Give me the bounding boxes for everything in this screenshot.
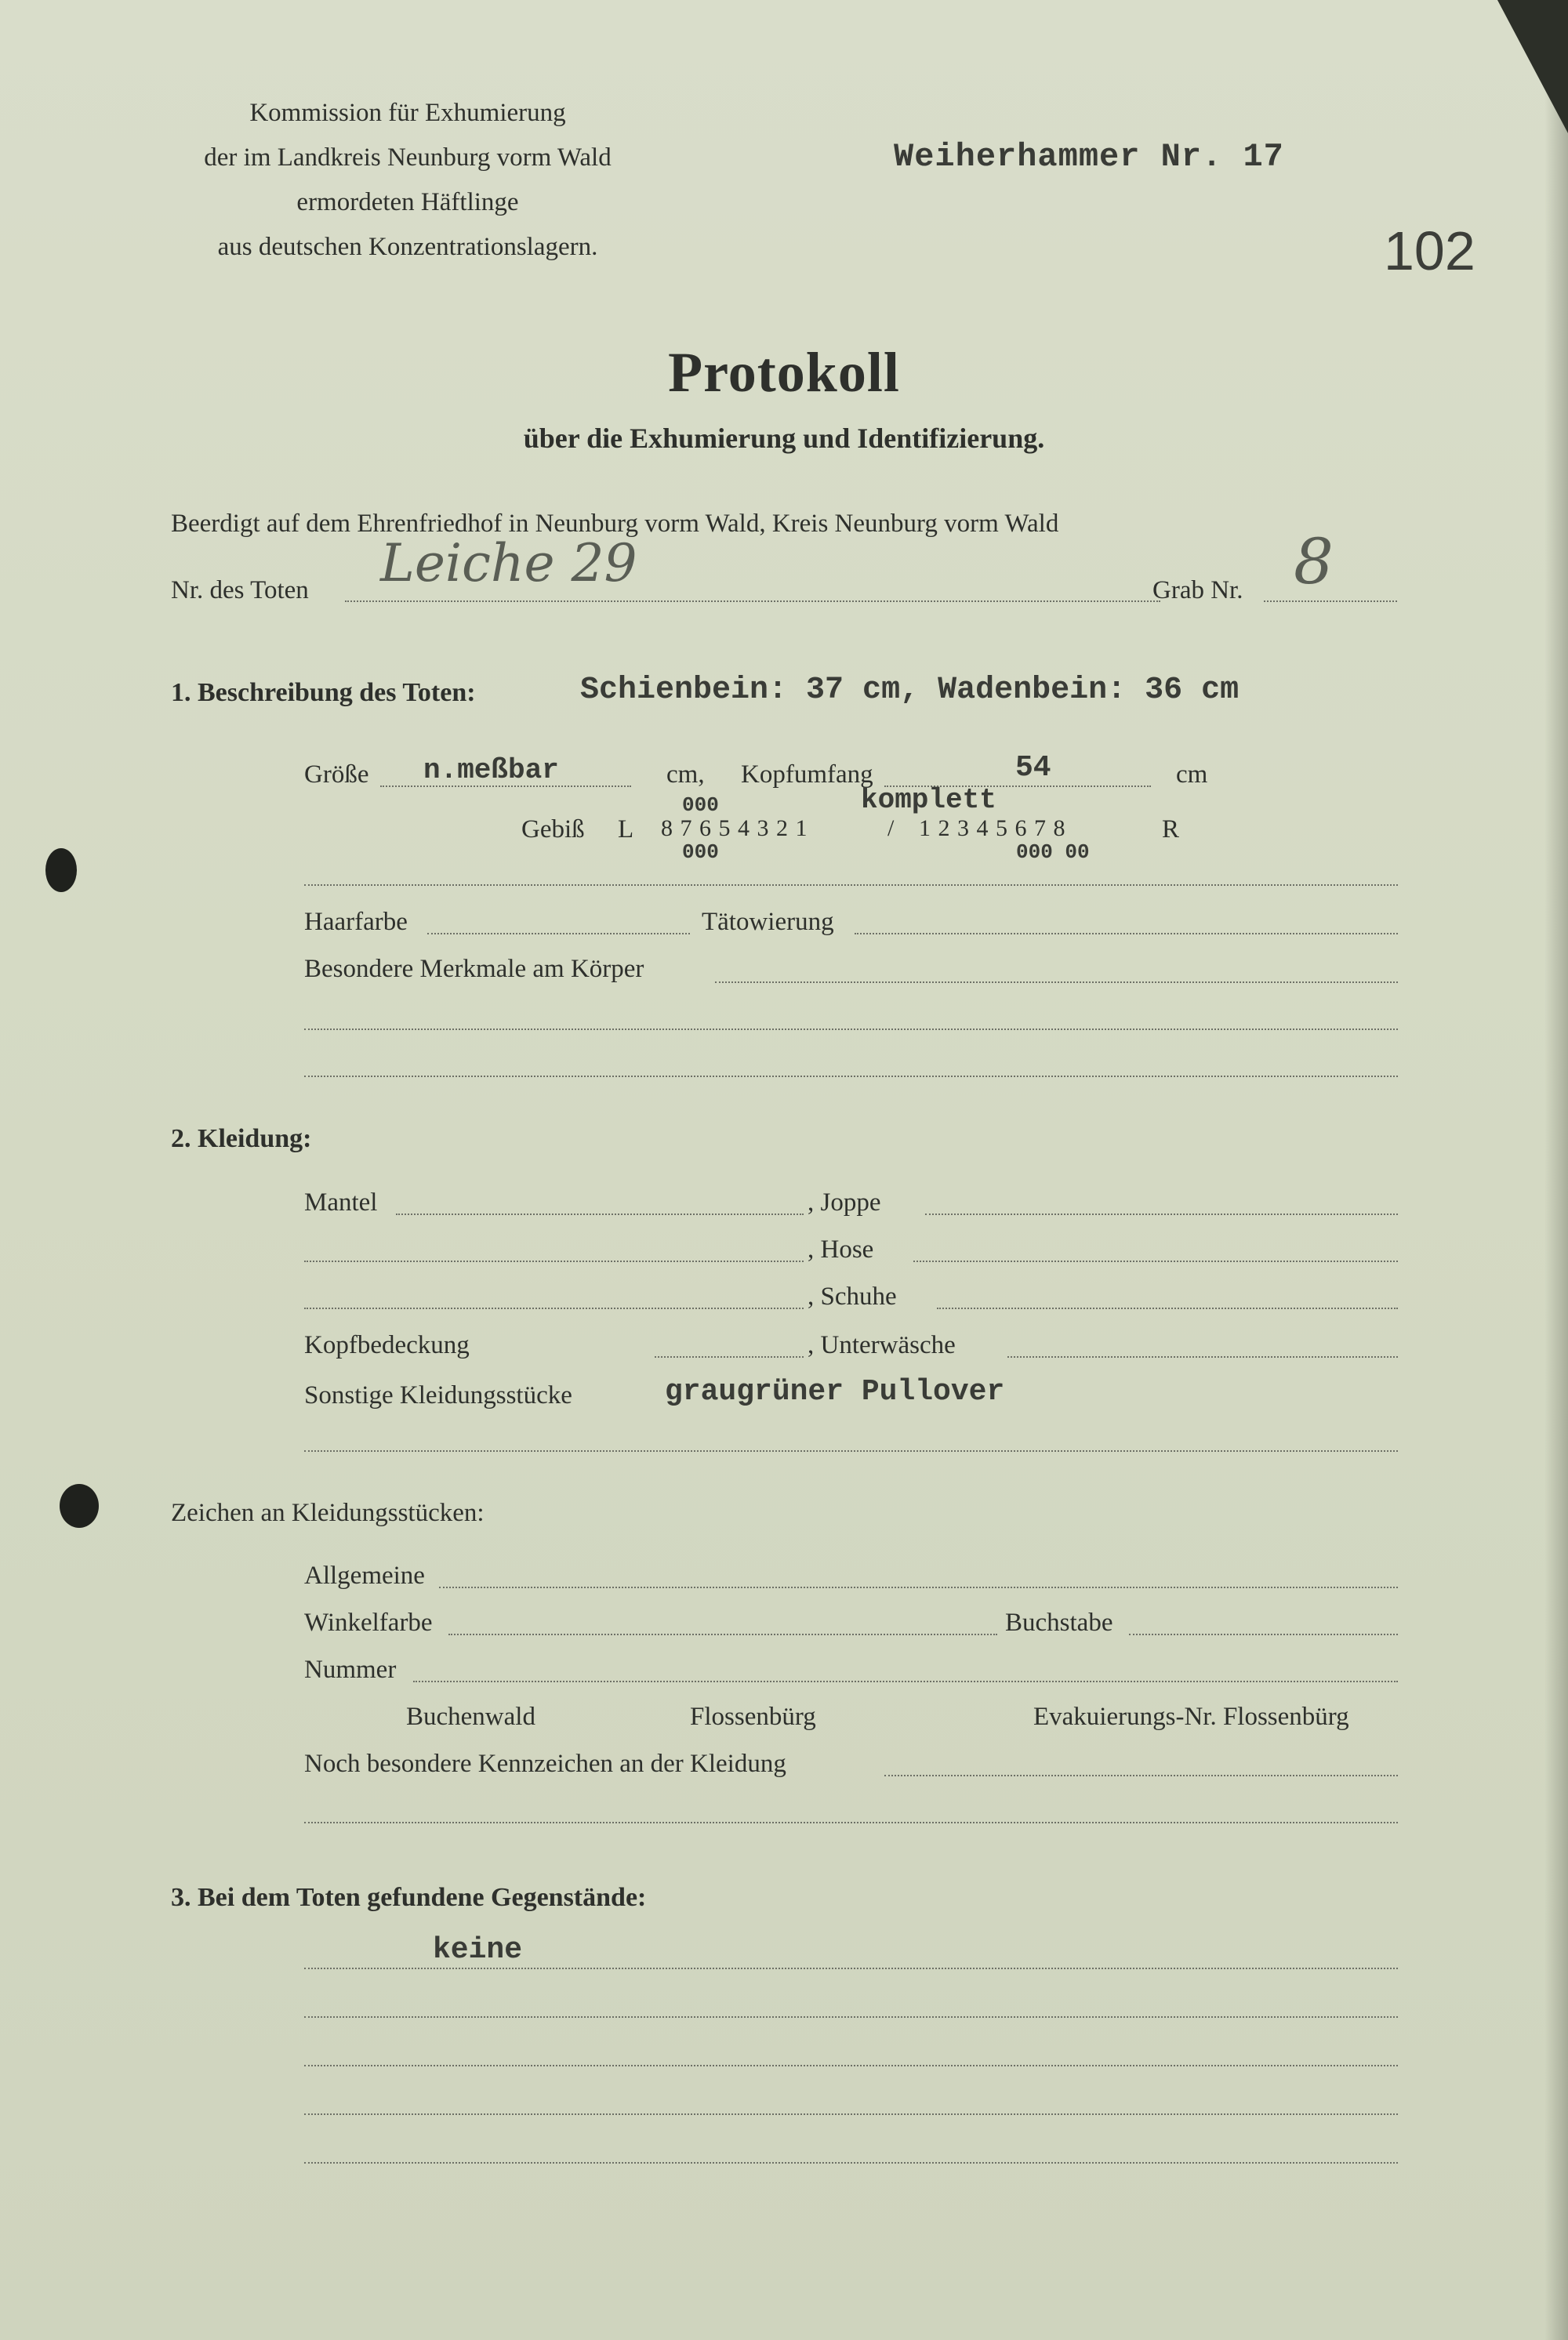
noch-label: Noch besondere Kennzeichen an der Kleidung: [304, 1750, 786, 1778]
gegenstaende-line-5: [304, 2162, 1398, 2164]
allgemeine-label: Allgemeine: [304, 1562, 425, 1590]
zeichen-heading: Zeichen an Kleidungsstücken:: [171, 1499, 485, 1527]
nummer-line: [413, 1681, 1398, 1682]
merkmale-label: Besondere Merkmale am Körper: [304, 955, 644, 983]
commission-line-1: Kommission für Exhumierung: [249, 99, 566, 127]
joppe-label: , Joppe: [808, 1188, 881, 1217]
section-1-heading: 1. Beschreibung des Toten:: [171, 678, 476, 707]
merkmale-line-2: [304, 1029, 1398, 1030]
haarfarbe-line: [427, 933, 690, 934]
commission-line-3: ermordeten Häftlinge: [296, 188, 519, 216]
gebiss-line: [304, 884, 1398, 886]
sonstige-value: graugrüner Pullover: [665, 1375, 1005, 1409]
buchenwald-label: Buchenwald: [406, 1703, 535, 1731]
grab-nr-value: 8: [1294, 525, 1334, 598]
gebiss-r: R: [1162, 815, 1180, 843]
section-2-heading: 2. Kleidung:: [171, 1124, 312, 1153]
winkelfarbe-label: Winkelfarbe: [304, 1609, 433, 1637]
hose-left-line: [304, 1261, 804, 1262]
buchstabe-label: Buchstabe: [1005, 1609, 1113, 1637]
nr-des-toten-line: [345, 600, 1160, 602]
gebiss-teeth-left: 8 7 6 5 4 3 2 1: [661, 815, 808, 841]
cm-label-2: cm: [1176, 760, 1208, 789]
document-title: Protokoll: [668, 341, 900, 404]
schuhe-label: , Schuhe: [808, 1282, 897, 1311]
gebiss-marks-top: 000: [682, 793, 719, 817]
nr-des-toten-label: Nr. des Toten: [171, 576, 309, 604]
document-subtitle: über die Exhumierung und Identifizierung.: [523, 423, 1045, 454]
gegenstaende-line-2: [304, 2016, 1398, 2018]
unterwaesche-line: [1007, 1356, 1398, 1358]
unterwaesche-label: , Unterwäsche: [808, 1331, 956, 1359]
commission-line-4: aus deutschen Konzentrationslagern.: [217, 233, 598, 261]
taetowierung-line: [855, 933, 1398, 934]
page-number: 102: [1384, 220, 1475, 281]
gegenstaende-line-1: [304, 1968, 1398, 1969]
gebiss-marks-bottom-left: 000: [682, 840, 719, 864]
nummer-label: Nummer: [304, 1656, 397, 1684]
taetowierung-label: Tätowierung: [702, 908, 834, 936]
punch-hole-bottom: [60, 1484, 99, 1528]
grab-nr-line: [1264, 600, 1397, 602]
groesse-label: Größe: [304, 760, 369, 789]
flossenbuerg-label: Flossenbürg: [690, 1703, 816, 1731]
evakuierung-label: Evakuierungs-Nr. Flossenbürg: [1033, 1703, 1349, 1731]
merkmale-line-3: [304, 1076, 1398, 1077]
torn-corner: [1497, 0, 1568, 133]
kopfbedeckung-label: Kopfbedeckung: [304, 1331, 470, 1359]
noch-line: [884, 1775, 1398, 1776]
joppe-line: [925, 1214, 1398, 1215]
gebiss-note: komplett: [861, 784, 996, 816]
burial-line: Beerdigt auf dem Ehrenfriedhof in Neunburg vorm Wald, Kreis Neunburg vorm Wald: [171, 510, 1059, 538]
section-1-description: Schienbein: 37 cm, Wadenbein: 36 cm: [580, 673, 1240, 708]
groesse-value: n.meßbar: [423, 754, 559, 786]
kopfumfang-value: 54: [1015, 751, 1051, 785]
gebiss-marks-bottom-right: 000 00: [1016, 840, 1090, 864]
cm-label-1: cm,: [666, 760, 705, 789]
gegenstaende-line-3: [304, 2065, 1398, 2066]
kopfbedeckung-line: [655, 1356, 804, 1358]
sonstige-line-2: [304, 1450, 1398, 1452]
noch-line-2: [304, 1822, 1398, 1823]
gebiss-l: L: [618, 815, 634, 843]
hose-label: , Hose: [808, 1235, 874, 1264]
gebiss-teeth-right: 1 2 3 4 5 6 7 8: [919, 815, 1066, 841]
punch-hole-top: [45, 848, 77, 892]
commission-line-2: der im Landkreis Neunburg vorm Wald: [204, 143, 612, 172]
hose-line: [913, 1261, 1398, 1262]
schuhe-line: [937, 1308, 1398, 1309]
allgemeine-line: [439, 1587, 1398, 1588]
kopfumfang-label: Kopfumfang: [741, 760, 873, 789]
gebiss-separator: /: [887, 815, 895, 841]
gegenstaende-line-4: [304, 2113, 1398, 2115]
merkmale-line-1: [715, 981, 1398, 983]
gebiss-label: Gebiß: [521, 815, 585, 843]
nr-des-toten-value: Leiche 29: [380, 533, 637, 593]
sonstige-label: Sonstige Kleidungsstücke: [304, 1381, 572, 1409]
haarfarbe-label: Haarfarbe: [304, 908, 408, 936]
mantel-line: [396, 1214, 804, 1215]
winkelfarbe-line: [448, 1634, 997, 1635]
section-3-heading: 3. Bei dem Toten gefundene Gegenstände:: [171, 1883, 647, 1912]
schuhe-left-line: [304, 1308, 804, 1309]
mantel-label: Mantel: [304, 1188, 378, 1217]
grab-nr-label: Grab Nr.: [1152, 576, 1243, 604]
location-stamp: Weiherhammer Nr. 17: [894, 138, 1284, 176]
commission-block: [157, 91, 659, 270]
buchstabe-line: [1129, 1634, 1398, 1635]
section-3-value: keine: [433, 1933, 523, 1967]
